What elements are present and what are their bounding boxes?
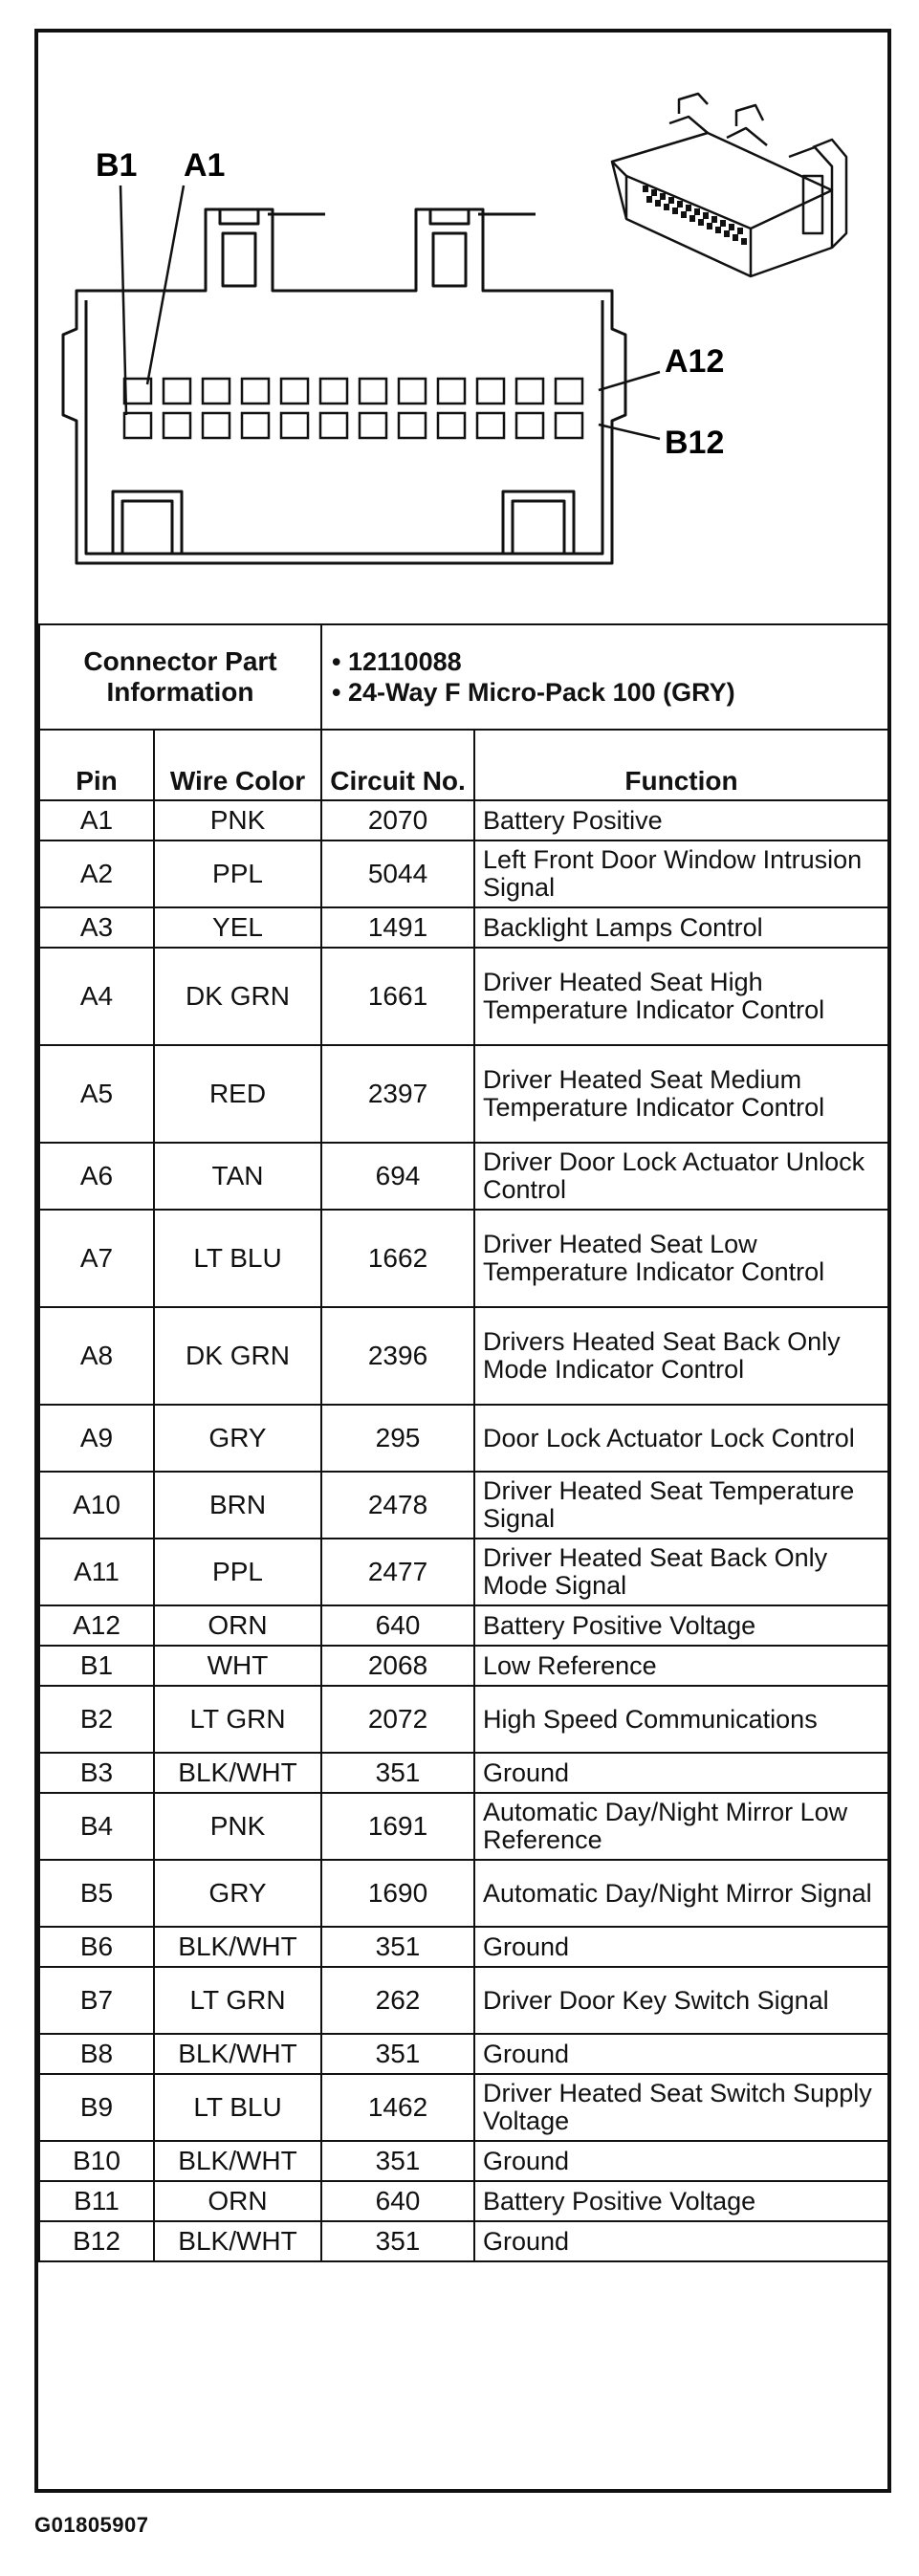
circuit-cell: 1661 (321, 948, 474, 1045)
function-cell: Driver Heated Seat Low Temperature Indicator Control (474, 1210, 888, 1307)
wire-color-cell: LT GRN (154, 1686, 321, 1753)
circuit-cell: 2478 (321, 1472, 474, 1539)
circuit-cell: 1690 (321, 1860, 474, 1927)
wire-color-cell: YEL (154, 907, 321, 948)
isometric-pin (741, 238, 747, 245)
cavity-row-a (124, 379, 582, 404)
wire-color-cell: DK GRN (154, 1307, 321, 1405)
isometric-pin (724, 230, 730, 237)
table-row (39, 1143, 888, 1210)
circuit-cell: 640 (321, 2181, 474, 2221)
col-function: Function (474, 730, 888, 800)
pin-cell: A9 (39, 1405, 154, 1472)
pinout-table (38, 623, 889, 2262)
function-cell: Ground (474, 2034, 888, 2074)
wire-color-cell: LT BLU (154, 1210, 321, 1307)
function-cell: Driver Heated Seat Back Only Mode Signal (474, 1539, 888, 1605)
isometric-pin (655, 200, 661, 207)
cavity-a4 (242, 379, 269, 404)
table-row (39, 2221, 888, 2261)
pin-cell: A5 (39, 1045, 154, 1143)
function-cell: Low Reference (474, 1646, 888, 1686)
cavity-b9 (438, 413, 465, 438)
wire-color-cell: BLK/WHT (154, 2141, 321, 2181)
function-cell: Driver Heated Seat Switch Supply Voltage (474, 2074, 888, 2141)
connector-info-label: Connector Part Information (39, 624, 321, 730)
right-lock-tab (433, 233, 466, 286)
circuit-cell: 2477 (321, 1539, 474, 1605)
isometric-pin (672, 207, 678, 214)
col-wire-color: Wire Color (154, 730, 321, 800)
table-row (39, 1045, 888, 1143)
pin-cell: A11 (39, 1539, 154, 1605)
connector-sheet (34, 29, 891, 2493)
wire-color-cell: PPL (154, 1539, 321, 1605)
table-row (39, 800, 888, 840)
function-cell: Driver Heated Seat Medium Temperature Indicator Control (474, 1045, 888, 1143)
table-row (39, 1539, 888, 1605)
function-cell: Automatic Day/Night Mirror Signal (474, 1860, 888, 1927)
pin-cell: A7 (39, 1210, 154, 1307)
function-cell: Driver Heated Seat Temperature Signal (474, 1472, 888, 1539)
table-row (39, 2141, 888, 2181)
pin-cell: A12 (39, 1605, 154, 1646)
circuit-cell: 2072 (321, 1686, 474, 1753)
function-cell: Ground (474, 1753, 888, 1793)
pin-cell: B4 (39, 1793, 154, 1860)
pin-cell: A3 (39, 907, 154, 948)
wire-color-cell: PPL (154, 840, 321, 907)
wire-color-cell: ORN (154, 2181, 321, 2221)
isometric-pin (681, 211, 687, 218)
function-cell: Driver Door Lock Actuator Unlock Control (474, 1143, 888, 1210)
table-row (39, 1793, 888, 1860)
table-row (39, 1927, 888, 1967)
circuit-cell: 5044 (321, 840, 474, 907)
table-row (39, 1753, 888, 1793)
cavity-b11 (516, 413, 543, 438)
cavity-b4 (242, 413, 269, 438)
cavity-b10 (477, 413, 504, 438)
pin-cell: A8 (39, 1307, 154, 1405)
cavity-a7 (360, 379, 386, 404)
b12-leader-line (599, 425, 660, 439)
function-cell: Driver Door Key Switch Signal (474, 1967, 888, 2034)
part-number-line: • 12110088 (332, 647, 462, 676)
circuit-cell: 262 (321, 1967, 474, 2034)
wire-color-cell: BLK/WHT (154, 2221, 321, 2261)
cavity-a8 (399, 379, 426, 404)
pin-cell: B10 (39, 2141, 154, 2181)
connector-isometric-icon (612, 94, 846, 276)
table-row (39, 2034, 888, 2074)
wire-color-cell: LT GRN (154, 1967, 321, 2034)
cavity-b5 (281, 413, 308, 438)
isometric-pin (686, 205, 691, 211)
function-cell: Drivers Heated Seat Back Only Mode Indicator Control (474, 1307, 888, 1405)
pin-cell: B1 (39, 1646, 154, 1686)
a12-label: A12 (665, 343, 725, 380)
pin-cell: A10 (39, 1472, 154, 1539)
pin-cell: B12 (39, 2221, 154, 2261)
pin-cell: B2 (39, 1686, 154, 1753)
isometric-pin (720, 220, 726, 227)
isometric-pin (698, 219, 704, 226)
function-cell: Automatic Day/Night Mirror Low Reference (474, 1793, 888, 1860)
table-row (39, 1860, 888, 1927)
cavity-b7 (360, 413, 386, 438)
cavity-a12 (556, 379, 582, 404)
pin-rows (39, 800, 888, 2261)
isometric-pin (729, 224, 734, 230)
isometric-pin (737, 228, 743, 234)
function-cell: Backlight Lamps Control (474, 907, 888, 948)
circuit-cell: 1491 (321, 907, 474, 948)
circuit-cell: 2070 (321, 800, 474, 840)
isometric-pin (733, 234, 738, 241)
wire-color-cell: BRN (154, 1472, 321, 1539)
table-row (39, 2181, 888, 2221)
circuit-cell: 351 (321, 2141, 474, 2181)
pin-cell: A6 (39, 1143, 154, 1210)
circuit-cell: 640 (321, 1605, 474, 1646)
circuit-cell: 351 (321, 2034, 474, 2074)
cavity-a2 (164, 379, 190, 404)
connector-part-info (321, 624, 888, 730)
table-row (39, 1605, 888, 1646)
circuit-cell: 351 (321, 1753, 474, 1793)
function-cell: High Speed Communications (474, 1686, 888, 1753)
col-pin: Pin (39, 730, 154, 800)
a1-label: A1 (184, 147, 226, 184)
pin-cell: B9 (39, 2074, 154, 2141)
cavity-b8 (399, 413, 426, 438)
table-row (39, 1472, 888, 1539)
pin-cell: A4 (39, 948, 154, 1045)
pin-cell: A1 (39, 800, 154, 840)
b12-label: B12 (665, 425, 725, 461)
function-cell: Ground (474, 2141, 888, 2181)
table-row (39, 1967, 888, 2034)
function-cell: Driver Heated Seat High Temperature Indicator Control (474, 948, 888, 1045)
circuit-cell: 351 (321, 1927, 474, 1967)
figure-id: G01805907 (34, 2513, 149, 2537)
isometric-pin (677, 201, 683, 207)
wire-color-cell: PNK (154, 800, 321, 840)
table-row (39, 1646, 888, 1686)
wire-color-cell: BLK/WHT (154, 2034, 321, 2074)
wire-color-cell: TAN (154, 1143, 321, 1210)
circuit-cell: 1691 (321, 1793, 474, 1860)
circuit-cell: 2396 (321, 1307, 474, 1405)
cavity-a10 (477, 379, 504, 404)
wire-color-cell: BLK/WHT (154, 1753, 321, 1793)
a1-leader-line (147, 186, 184, 384)
cavity-row-b (124, 413, 582, 438)
table-row (39, 1307, 888, 1405)
a12-leader-line (599, 372, 660, 390)
isometric-pin (689, 215, 695, 222)
isometric-pin (664, 204, 669, 210)
isometric-pin (694, 208, 700, 215)
table-row (39, 948, 888, 1045)
isometric-pin (707, 223, 712, 229)
column-header-row (39, 730, 888, 800)
circuit-cell: 2397 (321, 1045, 474, 1143)
table-row (39, 907, 888, 948)
connector-body-outline (63, 209, 625, 563)
wire-color-cell: GRY (154, 1405, 321, 1472)
circuit-cell: 694 (321, 1143, 474, 1210)
function-cell: Battery Positive (474, 800, 888, 840)
cavity-a5 (281, 379, 308, 404)
cavity-a9 (438, 379, 465, 404)
pin-cell: B8 (39, 2034, 154, 2074)
wire-color-cell: DK GRN (154, 948, 321, 1045)
left-lock-tab (223, 233, 255, 286)
circuit-cell: 295 (321, 1405, 474, 1472)
pin-cell: B3 (39, 1753, 154, 1793)
cavity-b1 (124, 413, 151, 438)
table-row (39, 840, 888, 907)
connector-diagram (38, 33, 887, 623)
wire-color-cell: GRY (154, 1860, 321, 1927)
wire-color-cell: BLK/WHT (154, 1927, 321, 1967)
isometric-pin (646, 196, 652, 203)
circuit-cell: 1462 (321, 2074, 474, 2141)
cavity-b12 (556, 413, 582, 438)
table-row (39, 2074, 888, 2141)
cavity-b6 (320, 413, 347, 438)
connector-face-drawing (38, 33, 887, 623)
isometric-pin (643, 186, 648, 192)
pin-cell: B5 (39, 1860, 154, 1927)
isometric-pin (703, 212, 709, 219)
wire-color-cell: LT BLU (154, 2074, 321, 2141)
function-cell: Ground (474, 1927, 888, 1967)
circuit-cell: 1662 (321, 1210, 474, 1307)
col-circuit-no: Circuit No. (321, 730, 474, 800)
isometric-pin (660, 193, 666, 200)
isometric-pin (711, 216, 717, 223)
pin-cell: B7 (39, 1967, 154, 2034)
wire-color-cell: PNK (154, 1793, 321, 1860)
cavity-a11 (516, 379, 543, 404)
pin-cell: B11 (39, 2181, 154, 2221)
isometric-pin (651, 189, 657, 196)
table-row (39, 1686, 888, 1753)
isometric-pin (668, 197, 674, 204)
wire-color-cell: ORN (154, 1605, 321, 1646)
function-cell: Left Front Door Window Intrusion Signal (474, 840, 888, 907)
table-row (39, 1405, 888, 1472)
circuit-cell: 2068 (321, 1646, 474, 1686)
wire-color-cell: RED (154, 1045, 321, 1143)
wire-color-cell: WHT (154, 1646, 321, 1686)
isometric-pin-grid (643, 186, 747, 245)
function-cell: Ground (474, 2221, 888, 2261)
function-cell: Battery Positive Voltage (474, 1605, 888, 1646)
b1-label: B1 (96, 147, 138, 184)
cavity-a6 (320, 379, 347, 404)
circuit-cell: 351 (321, 2221, 474, 2261)
table-row (39, 1210, 888, 1307)
function-cell: Battery Positive Voltage (474, 2181, 888, 2221)
function-cell: Door Lock Actuator Lock Control (474, 1405, 888, 1472)
connector-info-row (39, 624, 888, 730)
pin-cell: B6 (39, 1927, 154, 1967)
cavity-b3 (203, 413, 230, 438)
cavity-b2 (164, 413, 190, 438)
isometric-pin (715, 227, 721, 233)
connector-type-line: • 24-Way F Micro-Pack 100 (GRY) (332, 678, 735, 707)
cavity-a3 (203, 379, 230, 404)
pin-cell: A2 (39, 840, 154, 907)
